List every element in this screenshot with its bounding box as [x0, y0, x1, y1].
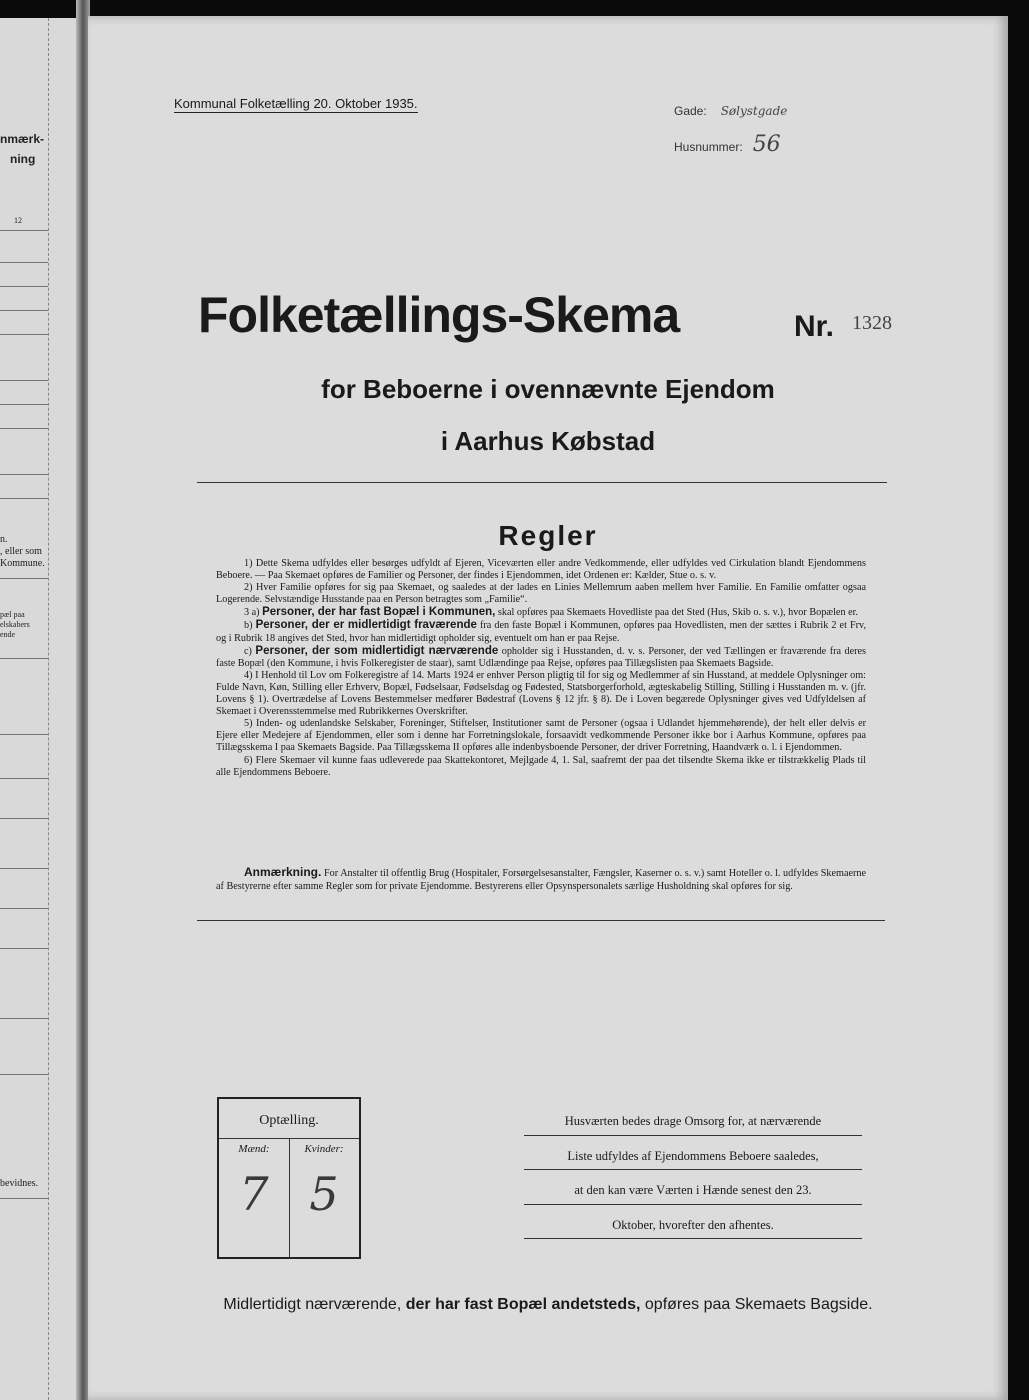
footer-note: [88, 1296, 1008, 1314]
form-subtitle: for Beboerne i ovennævnte Ejendom: [321, 374, 775, 404]
left-page-rule: [0, 948, 48, 949]
rule-2: 2) Hver Familie opføres for sig paa Skemaet, og saaledes at der lades en Linies Mellemrum aaben mellem hver Familie. En Familie omfatter ogsaa Logerende. Selvstændige Husstande paa en Person betragtes som „Familie“.: [216, 582, 866, 606]
form-location: i Aarhus Købstad: [440, 426, 656, 456]
left-page-text: bevidnes.: [0, 1178, 39, 1189]
footer-text: Midlertidigt nærværende,: [223, 1296, 402, 1313]
left-page-text: ende: [0, 630, 16, 639]
left-page-rule: [0, 868, 48, 869]
form-number-label: Nr.: [794, 310, 835, 343]
left-page-rule: [0, 428, 48, 429]
left-page-text: , eller som: [0, 546, 42, 557]
rule-4: 4) I Henhold til Lov om Folkeregistre af 14. Marts 1924 er enhver Person pligtig til for sig og Medlemmer af sin Husstand, at meddele Oplysninger om: Fulde Navn, Køn, Stilling eller Erhverv, Bopæl, Fødselsaar, Fødselsdag og Fødested, Statsborgerforhold, ægteskabelig Stilling, Stilling i Husstanden m. v. (jfr. Lovens § 1). Overtrædelse af Lovens Bestemmelser medfører Bødestraf (Lovens § 12 jfr. § 8). De i Loven begærede Oplysninger gives ved Udfyldelsen af Skemaet i Overensstemmelse med Rubrikkernes Overskrifter.: [216, 669, 866, 718]
form-title: Folketællings-Skema: [198, 287, 680, 343]
street-field: [674, 102, 787, 120]
landlord-notice: [518, 1110, 868, 1248]
street-value: Sølystgade: [720, 104, 788, 118]
left-page-rule: [0, 578, 48, 579]
left-page-rule: [0, 404, 48, 405]
rule-6: 6) Flere Skemaer vil kunne faas udleverede paa Skattekontoret, Mejlgade 4, 1. Sal, saafremt der paa det tilsendte Skema ikke er tilstrækkelig Plads til alle Ejendommens Beboere.: [216, 754, 866, 778]
left-page-rule: [0, 310, 48, 311]
count-title: Optælling.: [259, 1113, 319, 1128]
rules-heading: Regler: [498, 520, 598, 551]
left-page-rule: [0, 1074, 48, 1075]
left-page-text: ning: [10, 152, 36, 166]
rule-1: 1) Dette Skema udfyldes eller besørges udfyldt af Ejeren, Viceværten eller andre Vedkommende, eller udfyldes ved Cirkulation blandt Ejendommens Beboere. — Paa Skemaet opføres de Familier og Personer, der findes i Ejendommen, idet Ordenen er: Kælder, Stue o. s. v.: [216, 558, 866, 582]
women-count: 5: [309, 1167, 339, 1221]
street-label: Gade:: [674, 104, 707, 118]
left-page-rule: [0, 1198, 48, 1199]
left-page-fragment: [0, 18, 78, 1400]
notice-line: Liste udfyldes af Ejendommens Beboere saaledes,: [524, 1145, 862, 1171]
left-page-rule: [0, 230, 48, 231]
left-page-rule: [0, 658, 48, 659]
house-number-field: [674, 132, 781, 157]
men-label: Mænd:: [238, 1143, 270, 1155]
divider: [197, 920, 885, 921]
left-page-rule: [0, 262, 48, 263]
column-rule: [48, 18, 49, 1400]
rule-3c: c) Personer, der som midlertidigt nærværende opholder sig i Husstanden, d. v. s. Personer, der ved Tællingen er fraværende fra deres faste Bopæl (den Kommune, i hvis Folkeregister de staar), samt Udlændinge paa Rejse, opføres paa Tillægslisten paa Skemaets Bagside.: [216, 644, 866, 669]
census-form-page: [88, 16, 1008, 1400]
left-page-rule: [0, 908, 48, 909]
notice-line: Oktober, hvorefter den afhentes.: [524, 1214, 862, 1240]
left-page-text: pæl paa: [0, 610, 25, 619]
rule-5: 5) Inden- og udenlandske Selskaber, Foreninger, Stiftelser, Institutioner samt de Personer (ogsaa i Udlandet hjemmehørende), der helt eller delvis er Ejere eller Medejere af Ejendommen, eller som i denne har Forretningslokale, forsaavidt vedkommende Personer ikke bor i Aarhus Kommune, opføres paa Tillægsskema I paa Skemaets Bagside. Paa Tillægsskema II opføres alle indenbysboende Personer, der driver Forretning, Haandværk o. l. i Ejendommen.: [216, 718, 866, 754]
remark-section: [216, 866, 866, 893]
men-count: 7: [239, 1167, 269, 1221]
form-number-value: 1328: [852, 312, 892, 334]
left-page-text: 12: [14, 216, 22, 225]
left-page-rule: [0, 1018, 48, 1019]
remark-text: For Anstalter til offentlig Brug (Hospitaler, Forsørgelsesanstalter, Fængsler, Kaserner o. s. v.) samt Hoteller o. l. udfyldes Skemaerne af Bestyrerne efter samme Regler som for private Ejendomme. Bestyrerens eller Opsynspersonalets særlige Husholdning skal opføres for sig.: [216, 868, 867, 892]
notice-line: at den kan være Værten i Hænde senest den 23.: [524, 1179, 862, 1205]
notice-line: Husværten bedes drage Omsorg for, at nærværende: [524, 1110, 862, 1136]
house-number-value: 56: [752, 132, 781, 157]
left-page-rule: [0, 334, 48, 335]
remark-label: Anmærkning.: [244, 865, 322, 879]
footer-text: opføres paa Skemaets Bagside.: [644, 1296, 873, 1313]
left-page-text: nmærk-: [0, 132, 45, 146]
footer-bold-text: der har fast Bopæl andetsteds,: [405, 1296, 641, 1313]
count-box: [217, 1097, 361, 1259]
left-page-rule: [0, 498, 48, 499]
women-label: Kvinder:: [304, 1143, 344, 1155]
rule-3a: 3 a) Personer, der har fast Bopæl i Kommunen, skal opføres paa Skemaets Hovedliste paa det Sted (Hus, Skib o. s. v.), hvor Bopælen er.: [244, 606, 858, 619]
left-page-rule: [0, 380, 48, 381]
left-page-rule: [0, 734, 48, 735]
left-page-text: elskabers: [0, 620, 30, 629]
left-page-rule: [0, 778, 48, 779]
census-header: Kommunal Folketælling 20. Oktober 1935.: [174, 96, 418, 111]
divider: [197, 482, 887, 483]
rule-3b: b) Personer, der er midlertidigt fraværende fra den faste Bopæl i Kommunen, opføres paa Hovedlisten, men der sættes i Rubrik 2 et Frv, og i Rubrik 18 angives det Sted, hvor han midlertidigt opholder sig, eventuelt om han er paa Rejse.: [216, 619, 867, 644]
left-page-rule: [0, 474, 48, 475]
left-page-rule: [0, 818, 48, 819]
house-number-label: Husnummer:: [674, 140, 743, 154]
rules-text: [216, 558, 866, 779]
left-page-rule: [0, 286, 48, 287]
left-page-text: Kommune.: [0, 558, 45, 569]
left-page-text: n.: [0, 534, 8, 545]
